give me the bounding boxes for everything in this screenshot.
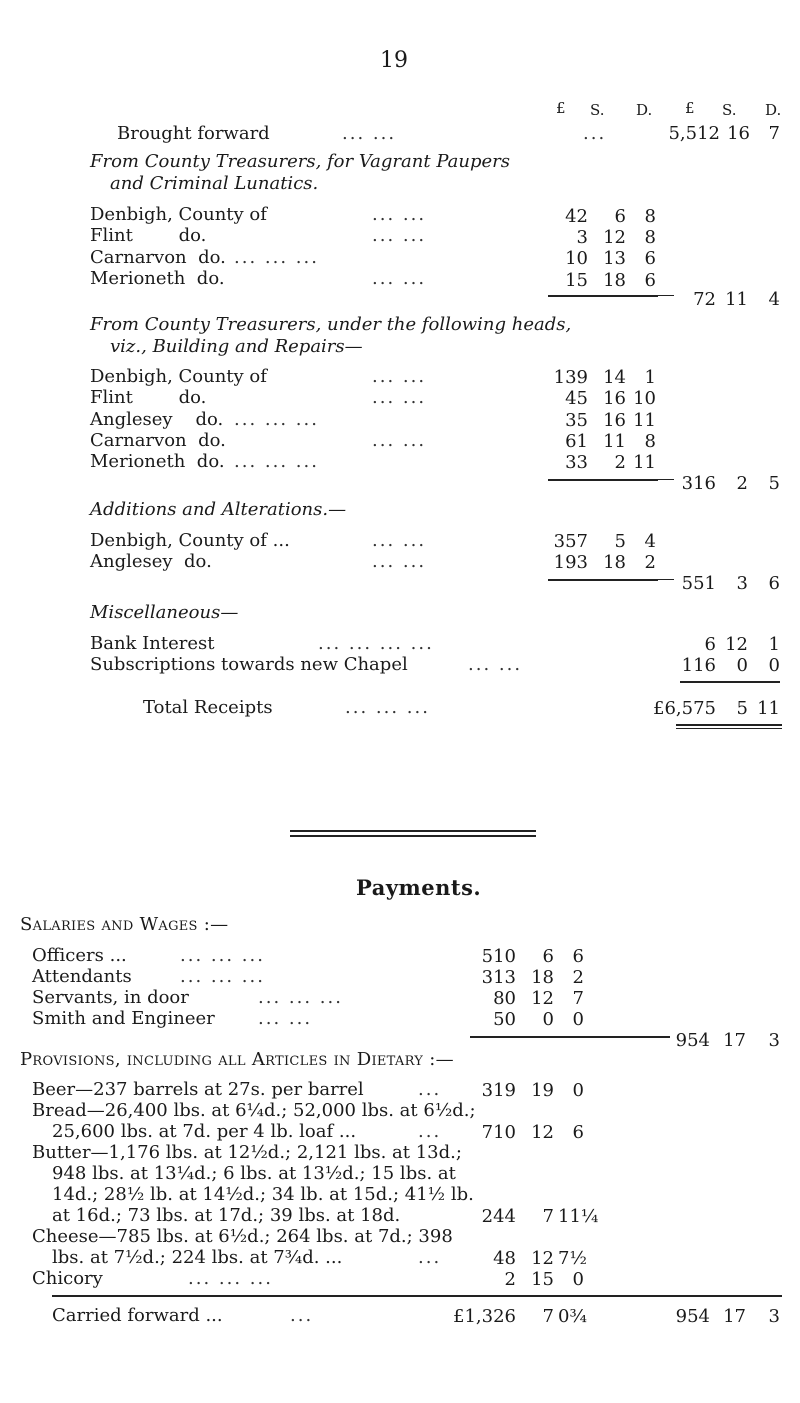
inner-pounds-header: £ xyxy=(556,99,566,117)
row-pence: 11 xyxy=(633,410,656,431)
row-shillings: 18 xyxy=(603,552,626,573)
row-shillings: 0 xyxy=(736,655,748,676)
row-shillings: 0 xyxy=(542,1009,554,1030)
row-pounds: 3 xyxy=(576,227,588,248)
row-pounds: 35 xyxy=(565,410,588,431)
leader-dots: ... ... xyxy=(372,225,427,246)
beer-pence: 0 xyxy=(572,1080,584,1101)
leader-dots: ... ... ... xyxy=(180,966,265,987)
provision-line: 25,600 lbs. at 7d. per 4 lb. loaf ... xyxy=(52,1121,357,1142)
total-receipts-pence: 11 xyxy=(757,698,780,719)
carried-forward-label: Carried forward ... xyxy=(52,1305,223,1326)
row-label: Merioneth do. xyxy=(90,268,225,289)
row-pence: 0 xyxy=(768,655,780,676)
row-pounds: 33 xyxy=(565,452,588,473)
leader-dots: ... ... xyxy=(372,530,427,551)
row-label: Smith and Engineer xyxy=(32,1008,215,1029)
row-pounds: 15 xyxy=(565,270,588,291)
leader-dots: ... ... ... xyxy=(234,409,319,430)
vagrant-total-pounds: 72 xyxy=(693,289,716,310)
leader-dots: ... ... ... xyxy=(188,1268,273,1289)
section-separator xyxy=(290,830,536,832)
cheese-shillings: 12 xyxy=(531,1248,554,1269)
additions-total-shillings: 3 xyxy=(736,573,748,594)
leader-dots: ... ... xyxy=(468,654,523,675)
building-total-pence: 5 xyxy=(768,473,780,494)
row-label: Anglesey do. xyxy=(90,551,212,572)
subtotal-rule xyxy=(548,479,658,481)
row-pounds: 61 xyxy=(565,431,588,452)
section-separator xyxy=(290,835,536,837)
provision-line: Cheese—785 lbs. at 6½d.; 264 lbs. at 7d.; 398 xyxy=(32,1226,453,1247)
leader-dots: ... ... xyxy=(372,268,427,289)
provision-line: at 16d.; 73 lbs. at 17d.; 39 lbs. at 18d. xyxy=(52,1205,401,1226)
row-shillings: 16 xyxy=(603,410,626,431)
chicory-shillings: 15 xyxy=(531,1269,554,1290)
carried-forward-inner-shillings: 7 xyxy=(542,1306,554,1327)
row-label: Anglesey do. xyxy=(90,409,224,430)
row-pounds: 357 xyxy=(553,531,588,552)
chicory-pence: 0 xyxy=(572,1269,584,1290)
row-pence: 1 xyxy=(644,367,656,388)
row-pence: 8 xyxy=(644,431,656,452)
leader-dots: ... xyxy=(418,1247,442,1268)
row-pounds: 510 xyxy=(481,946,516,967)
carried-forward-outer-shillings: 17 xyxy=(723,1306,746,1327)
leader-dots: ... ... xyxy=(372,551,427,572)
leader-dots: ... ... xyxy=(372,366,427,387)
additions-heading: Additions and Alterations.— xyxy=(90,499,347,520)
provisions-heading: Provisions, including all Articles in Dietary :— xyxy=(20,1049,454,1070)
row-pounds: 42 xyxy=(565,206,588,227)
row-shillings: 11 xyxy=(603,431,626,452)
leader-dots: ... xyxy=(418,1079,442,1100)
row-shillings: 14 xyxy=(603,367,626,388)
row-shillings: 18 xyxy=(531,967,554,988)
provision-line: Butter—1,176 lbs. at 12½d.; 2,121 lbs. at 13d.; xyxy=(32,1142,462,1163)
row-pounds: 313 xyxy=(481,967,516,988)
row-label: Attendants xyxy=(32,966,132,987)
row-label: Servants, in door xyxy=(32,987,189,1008)
provision-line: Bread—26,400 lbs. at 6¼d.; 52,000 lbs. at 6½d.; xyxy=(32,1100,476,1121)
chicory-pounds: 2 xyxy=(504,1269,516,1290)
row-shillings: 12 xyxy=(531,988,554,1009)
row-pence: 6 xyxy=(644,248,656,269)
row-pence: 6 xyxy=(644,270,656,291)
row-pounds: 6 xyxy=(704,634,716,655)
beer-pounds: 319 xyxy=(481,1080,516,1101)
row-shillings: 6 xyxy=(542,946,554,967)
brought-forward-label: Brought forward xyxy=(117,123,270,144)
row-pence: 8 xyxy=(644,206,656,227)
row-label: Bank Interest xyxy=(90,633,215,654)
additions-total-pounds: 551 xyxy=(681,573,716,594)
row-pounds: 50 xyxy=(493,1009,516,1030)
leader-dots: ... ... ... xyxy=(234,451,319,472)
leader-dots: ... ... xyxy=(372,430,427,451)
provision-line: Chicory xyxy=(32,1268,103,1289)
salaries-total-pence: 3 xyxy=(768,1030,780,1051)
leader-dots: ... ... xyxy=(372,387,427,408)
row-pounds: 80 xyxy=(493,988,516,1009)
butter-pounds: 244 xyxy=(481,1206,516,1227)
row-pence: 1 xyxy=(768,634,780,655)
misc-heading: Miscellaneous— xyxy=(90,602,239,623)
row-label: Denbigh, County of ... xyxy=(90,530,290,551)
row-label: Subscriptions towards new Chapel xyxy=(90,654,408,675)
brought-forward-shillings: 16 xyxy=(727,123,750,144)
salaries-heading: Salaries and Wages :— xyxy=(20,914,229,935)
bread-pounds: 710 xyxy=(481,1122,516,1143)
beer-shillings: 19 xyxy=(531,1080,554,1101)
vagrant-heading-line1: From County Treasurers, for Vagrant Paupers xyxy=(90,151,510,172)
leader-dots: ... ... ... xyxy=(234,247,319,268)
brought-forward-pence: 7 xyxy=(768,123,780,144)
cheese-pence: 7½ xyxy=(558,1248,587,1269)
leader-dots: ... ... ... xyxy=(180,945,265,966)
butter-pence: 11¼ xyxy=(558,1206,599,1227)
inner-pence-header: D. xyxy=(636,101,653,119)
row-pounds: 193 xyxy=(553,552,588,573)
outer-pounds-header: £ xyxy=(685,99,695,117)
row-shillings: 13 xyxy=(603,248,626,269)
leader-dots: ... xyxy=(290,1305,314,1326)
total-receipts-label: Total Receipts xyxy=(143,697,273,718)
outer-shillings-header: S. xyxy=(722,101,737,119)
row-pounds: 45 xyxy=(565,388,588,409)
building-heading-line1: From County Treasurers, under the following heads, xyxy=(90,314,572,335)
carried-forward-rule xyxy=(52,1295,782,1297)
salaries-total-shillings: 17 xyxy=(723,1030,746,1051)
row-shillings: 5 xyxy=(614,531,626,552)
butter-shillings: 7 xyxy=(542,1206,554,1227)
row-shillings: 16 xyxy=(603,388,626,409)
leader-dots: ... xyxy=(583,123,607,144)
subtotal-rule xyxy=(548,295,658,297)
provision-line: 948 lbs. at 13¼d.; 6 lbs. at 13½d.; 15 lbs. at xyxy=(52,1163,456,1184)
subtotal-rule xyxy=(548,579,658,581)
row-label: Officers ... xyxy=(32,945,127,966)
provision-line: Beer—237 barrels at 27s. per barrel xyxy=(32,1079,364,1100)
row-pence: 2 xyxy=(572,967,584,988)
row-label: Carnarvon do. xyxy=(90,247,226,268)
provision-line: 14d.; 28½ lb. at 14½d.; 34 lb. at 15d.; 41½ lb. xyxy=(52,1184,474,1205)
leader-dots: ... ... xyxy=(342,123,397,144)
provision-line: lbs. at 7½d.; 224 lbs. at 7¾d. ... xyxy=(52,1247,343,1268)
outer-pence-header: D. xyxy=(765,101,782,119)
row-shillings: 2 xyxy=(614,452,626,473)
subtotal-rule xyxy=(680,681,780,683)
leader-dots: ... ... ... xyxy=(258,987,343,1008)
leader-dots: ... ... xyxy=(258,1008,313,1029)
total-double-rule xyxy=(676,728,782,729)
row-pence: 2 xyxy=(644,552,656,573)
building-total-shillings: 2 xyxy=(736,473,748,494)
brought-forward-pounds: 5,512 xyxy=(668,123,720,144)
page-number: 19 xyxy=(380,48,408,73)
row-pence: 10 xyxy=(633,388,656,409)
row-pence: 8 xyxy=(644,227,656,248)
row-pounds: 116 xyxy=(681,655,716,676)
row-pence: 4 xyxy=(644,531,656,552)
row-pence: 0 xyxy=(572,1009,584,1030)
row-shillings: 12 xyxy=(725,634,748,655)
row-label: Denbigh, County of xyxy=(90,204,267,225)
row-label: Carnarvon do. xyxy=(90,430,226,451)
leader-dots: ... xyxy=(418,1121,442,1142)
cheese-pounds: 48 xyxy=(493,1248,516,1269)
vagrant-total-shillings: 11 xyxy=(725,289,748,310)
vagrant-total-pence: 4 xyxy=(768,289,780,310)
leader-dots: ... ... ... ... xyxy=(318,633,434,654)
row-label: Flint do. xyxy=(90,225,207,246)
bread-shillings: 12 xyxy=(531,1122,554,1143)
row-label: Denbigh, County of xyxy=(90,366,267,387)
total-receipts-shillings: 5 xyxy=(736,698,748,719)
vagrant-heading-line2: and Criminal Lunatics. xyxy=(110,173,319,194)
carried-forward-outer-pounds: 954 xyxy=(675,1306,710,1327)
salaries-total-pounds: 954 xyxy=(675,1030,710,1051)
row-pence: 7 xyxy=(572,988,584,1009)
building-total-pounds: 316 xyxy=(681,473,716,494)
row-label: Flint do. xyxy=(90,387,207,408)
subtotal-rule xyxy=(470,1036,670,1038)
leader-dots: ... ... xyxy=(372,204,427,225)
total-receipts-pounds: £6,575 xyxy=(653,698,716,719)
building-heading-line2: viz., Building and Repairs— xyxy=(110,336,363,357)
row-shillings: 18 xyxy=(603,270,626,291)
row-pence: 11 xyxy=(633,452,656,473)
inner-shillings-header: S. xyxy=(590,101,605,119)
bread-pence: 6 xyxy=(572,1122,584,1143)
total-double-rule xyxy=(676,724,782,726)
carried-forward-outer-pence: 3 xyxy=(768,1306,780,1327)
row-pence: 6 xyxy=(572,946,584,967)
row-label: Merioneth do. xyxy=(90,451,225,472)
leader-dots: ... ... ... xyxy=(345,697,430,718)
row-shillings: 12 xyxy=(603,227,626,248)
row-shillings: 6 xyxy=(614,206,626,227)
carried-forward-inner-pence: 0¾ xyxy=(558,1306,587,1327)
additions-total-pence: 6 xyxy=(768,573,780,594)
row-pounds: 10 xyxy=(565,248,588,269)
row-pounds: 139 xyxy=(553,367,588,388)
carried-forward-inner-pounds: £1,326 xyxy=(453,1306,516,1327)
payments-heading: Payments. xyxy=(356,875,482,900)
